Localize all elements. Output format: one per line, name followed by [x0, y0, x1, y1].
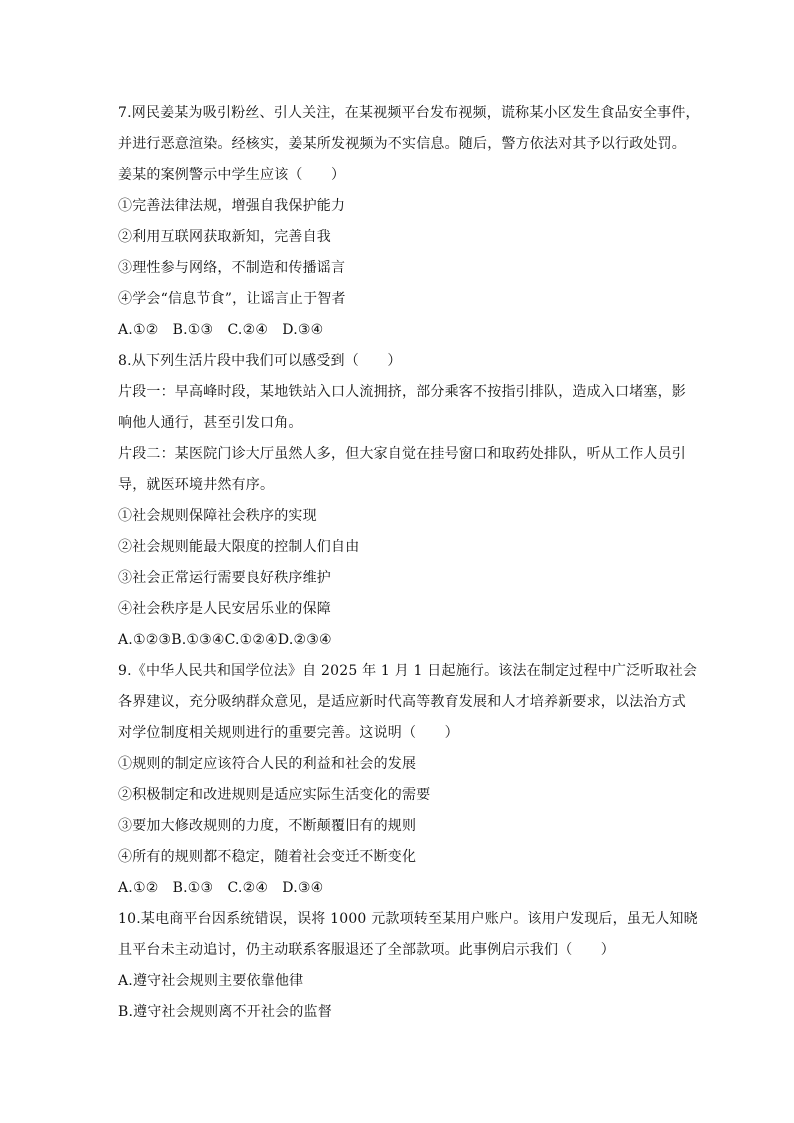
- statement-option: ②积极制定和改进规则是适应实际生活变化的需要: [118, 787, 431, 803]
- statement-option: ②利用互联网获取新知，完善自我: [118, 229, 331, 245]
- question-stem-line: 8.从下列生活片段中我们可以感受到（ ）: [118, 353, 402, 369]
- statement-option: ②社会规则能最大限度的控制人们自由: [118, 539, 360, 555]
- question-8: [118, 346, 698, 656]
- question-stem-line: 10.某电商平台因系统错误，误将 1000 元款项转至某用户账户。该用户发现后，虽无人知晓: [118, 911, 698, 927]
- answer-choices: A.①②③B.①③④C.①②④D.②③④: [118, 632, 332, 648]
- statement-option: ③要加大修改规则的力度，不断颠覆旧有的规则: [118, 818, 417, 834]
- answer-choices: A.①② B.①③ C.②④ D.③④: [118, 322, 324, 338]
- statement-option: ①社会规则保障社会秩序的实现: [118, 508, 317, 524]
- question-stem-line: 导，就医环境井然有序。: [118, 477, 275, 493]
- question-stem-line: 且平台未主动追讨，仍主动联系客服退还了全部款项。此事例启示我们（ ）: [118, 942, 615, 958]
- statement-option: ④所有的规则都不稳定，随着社会变迁不断变化: [118, 849, 417, 865]
- statement-option: ④学会“信息节食”，让谣言止于智者: [118, 291, 346, 307]
- question-stem-line: 姜某的案例警示中学生应该（ ）: [118, 167, 346, 183]
- statement-option: ③理性参与网络，不制造和传播谣言: [118, 260, 346, 276]
- question-stem-line: 9.《中华人民共和国学位法》自 2025 年 1 月 1 日起施行。该法在制定过程中广泛听取社会: [118, 663, 698, 679]
- statement-option: ①完善法律法规，增强自我保护能力: [118, 198, 346, 214]
- statement-option: ①规则的制定应该符合人民的利益和社会的发展: [118, 756, 417, 772]
- answer-option: A.遵守社会规则主要依靠他律: [118, 973, 304, 989]
- question-10: [118, 904, 698, 1028]
- answer-option: B.遵守社会规则离不开社会的监督: [118, 1004, 332, 1020]
- question-stem-line: 对学位制度相关规则进行的重要完善。这说明（ ）: [118, 725, 459, 741]
- question-stem-line: 响他人通行，甚至引发口角。: [118, 415, 303, 431]
- question-stem-line: 并进行恶意渲染。经核实，姜某所发视频为不实信息。随后，警方依法对其予以行政处罚。: [118, 136, 686, 152]
- question-stem-line: 7.网民姜某为吸引粉丝、引人关注，在某视频平台发布视频，谎称某小区发生食品安全事件，: [118, 105, 700, 121]
- question-stem-line: 片段一：早高峰时段，某地铁站入口人流拥挤，部分乘客不按指引排队，造成入口堵塞，影: [118, 384, 686, 400]
- question-9: [118, 656, 698, 904]
- exam-page: [118, 98, 698, 1028]
- statement-option: ③社会正常运行需要良好秩序维护: [118, 570, 331, 586]
- answer-choices: A.①② B.①③ C.②④ D.③④: [118, 880, 324, 896]
- statement-option: ④社会秩序是人民安居乐业的保障: [118, 601, 331, 617]
- question-7: [118, 98, 698, 346]
- question-stem-line: 各界建议，充分吸纳群众意见，是适应新时代高等教育发展和人才培养新要求，以法治方式: [118, 694, 686, 710]
- question-stem-line: 片段二：某医院门诊大厅虽然人多，但大家自觉在挂号窗口和取药处排队，听从工作人员引: [118, 446, 686, 462]
